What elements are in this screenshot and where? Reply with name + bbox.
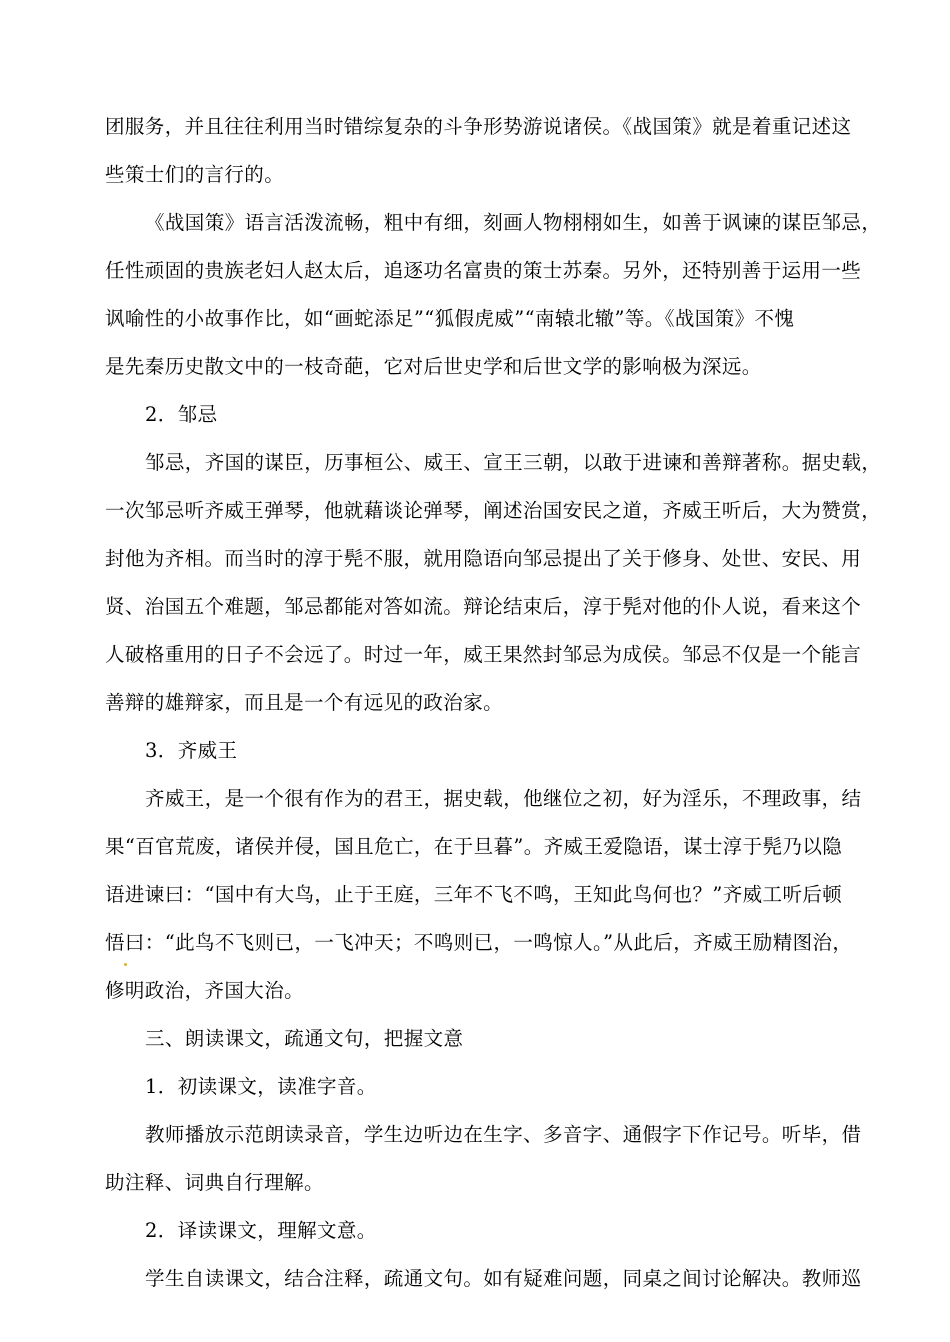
text-line: 果“百官荒废，诸侯并侵，国且危亡，在于旦暮”。齐威王爱隐语，谋士淳于髡乃以隐 bbox=[105, 835, 843, 858]
text-line: 学生自读课文，结合注释，疏通文句。如有疑难问题，同桌之间讨论解决。教师巡 bbox=[145, 1267, 862, 1290]
text-line: 是先秦历史散文中的一枝奇葩，它对后世史学和后世文学的影响极为深远。 bbox=[105, 355, 762, 378]
text-line: 一次邹忌听齐威王弹琴，他就藉谈论弹琴，阐述治国安民之道，齐威王听后，大为赞赏， bbox=[105, 499, 882, 522]
text-line: 讽喻性的小故事作比，如“画蛇添足”“狐假虎威”“南辕北辙”等。《战国策》不愧 bbox=[105, 307, 795, 330]
section-heading: 2．邹忌 bbox=[145, 403, 218, 426]
subsection-heading: 1．初读课文，读准字音。 bbox=[145, 1075, 377, 1098]
text-line: 悟曰：“此鸟不飞则已，一飞冲天；不鸣则已，一鸣惊人。”从此后，齐威王励精图治， bbox=[105, 931, 853, 954]
editing-mark bbox=[124, 963, 127, 966]
text-line: 人破格重用的日子不会远了。时过一年，威王果然封邹忌为成侯。邹忌不仅是一个能言 bbox=[105, 643, 862, 666]
text-line: 善辩的雄辩家，而且是一个有远见的政治家。 bbox=[105, 691, 504, 714]
text-line: 助注释、词典自行理解。 bbox=[105, 1171, 324, 1194]
text-line: 齐威王，是一个很有作为的君王，据史载，他继位之初，好为淫乐，不理政事，结 bbox=[145, 787, 862, 810]
text-line: 教师播放示范朗读录音，学生边听边在生字、多音字、通假字下作记号。听毕，借 bbox=[145, 1123, 862, 1146]
text-line: 语进谏曰：“国中有大鸟，止于王庭，三年不飞不鸣，王知此鸟何也？”齐威工听后顿 bbox=[105, 883, 843, 906]
text-line: 些策士们的言行的。 bbox=[105, 163, 285, 186]
text-line: 修明政治，齐国大治。 bbox=[105, 979, 305, 1002]
subsection-heading: 2．译读课文，理解文意。 bbox=[145, 1219, 377, 1242]
text-line: 任性顽固的贵族老妇人赵太后，追逐功名富贵的策士苏秦。另外，还特别善于运用一些 bbox=[105, 259, 862, 282]
text-line: 《战国策》语言活泼流畅，粗中有细，刻画人物栩栩如生，如善于讽谏的谋臣邹忌， bbox=[145, 211, 882, 234]
section-heading: 3．齐威王 bbox=[145, 739, 238, 762]
text-line: 封他为齐相。而当时的淳于髡不服，就用隐语向邹忌提出了关于修身、处世、安民、用 bbox=[105, 547, 862, 570]
text-line: 贤、治国五个难题，邹忌都能对答如流。辩论结束后，淳于髡对他的仆人说，看来这个 bbox=[105, 595, 862, 618]
section-heading: 三、朗读课文，疏通文句，把握文意 bbox=[145, 1027, 464, 1050]
text-line: 邹忌，齐国的谋臣，历事桓公、威王、宣王三朝，以敢于进谏和善辩著称。据史载， bbox=[145, 451, 882, 474]
text-line: 团服务，并且往往利用当时错综复杂的斗争形势游说诸侯。《战国策》就是着重记述这 bbox=[105, 115, 852, 138]
